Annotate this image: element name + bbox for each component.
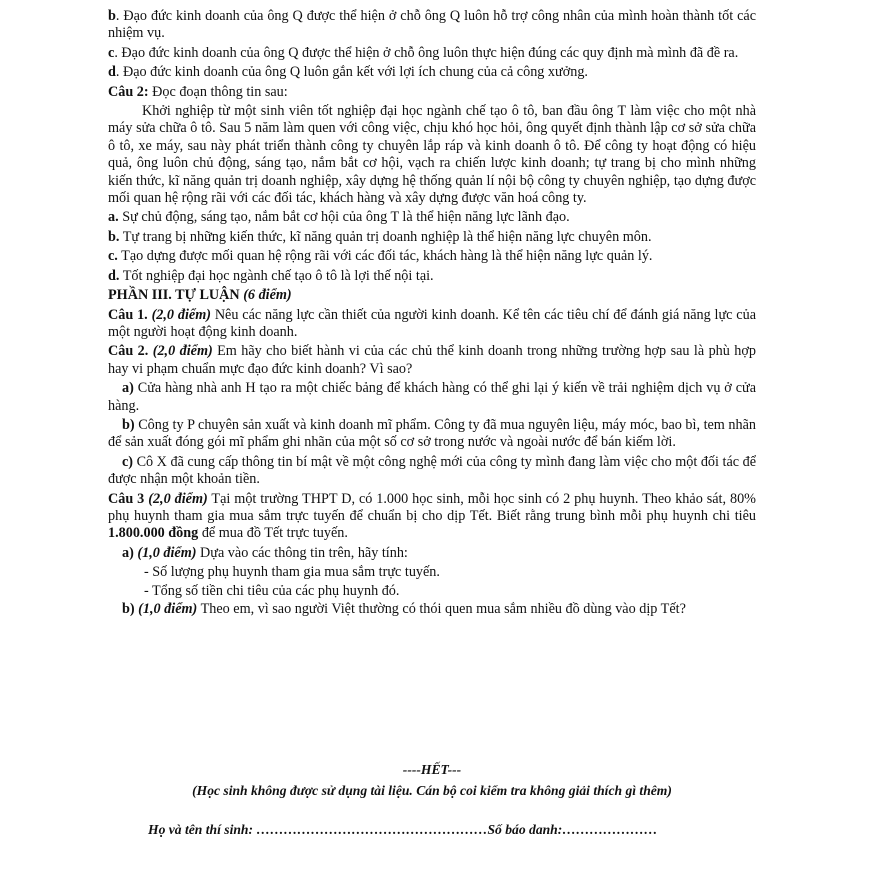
question-text: Nêu các năng lực cần thiết của người kinh doanh. Kể tên các tiêu chí để đánh giá năng lực của một người hoạt động kinh doanh. bbox=[108, 306, 756, 340]
section-points: (6 điểm) bbox=[239, 287, 292, 304]
option-label: d. bbox=[108, 267, 120, 284]
part-text: Theo em, vì sao người Việt thường có thói quen mua sắm nhiều đồ dùng vào dịp Tết? bbox=[197, 601, 686, 617]
option-label: c bbox=[108, 44, 115, 61]
case-text: Công ty P chuyên sản xuất và kinh doanh mĩ phẩm. Công ty đã mua nguyên liệu, máy móc, bao bì, tem nhãn để sản xuất đóng gói mĩ phẩm ghi nhãn của một số cơ sở trong nước và ngoài nước để bán kiếm lời. bbox=[108, 416, 756, 451]
question-text: Em hãy cho biết hành vi của các chủ thể kinh doanh trong những trường hợp sau là phù hợp hay vi phạm chuẩn mực đạo đức kinh doanh? Vì sao? bbox=[108, 343, 756, 377]
essay-q2 bbox=[108, 343, 756, 378]
essay-q3-item-2: - Tổng số tiền chi tiêu của các phụ huynh đó. bbox=[144, 582, 400, 599]
candidate-info-line: Họ và tên thí sinh: ……………………………………………Số báo danh:………………… bbox=[148, 822, 658, 837]
essay-q3-item-1: - Số lượng phụ huynh tham gia mua sắm trực tuyến. bbox=[144, 564, 440, 581]
option-text: . Đạo đức kinh doanh của ông Q luôn gắn kết với lợi ích chung của cả công xưởng. bbox=[115, 64, 588, 81]
question-points: (2,0 điểm) bbox=[147, 306, 211, 323]
part-text: Dựa vào các thông tin trên, hãy tính: bbox=[196, 544, 408, 561]
case-label: a) bbox=[122, 380, 134, 397]
q2-option-b bbox=[108, 229, 756, 246]
end-mark: ----HẾT--- bbox=[402, 762, 462, 777]
option-text: Tốt nghiệp đại học ngành chế tạo ô tô là lợi thế nội tại. bbox=[119, 267, 434, 284]
option-label: c. bbox=[108, 248, 118, 265]
essay-q1 bbox=[108, 307, 756, 342]
essay-q2-case-a bbox=[108, 380, 756, 415]
question-label: Câu 2: bbox=[108, 83, 149, 100]
q1-option-b bbox=[108, 8, 756, 43]
case-text: Cửa hàng nhà anh H tạo ra một chiếc bảng để khách hàng có thể ghi lại ý kiến về trải nghiệm dịch vụ ở cửa hàng. bbox=[108, 380, 756, 414]
option-label: b bbox=[108, 8, 116, 24]
q2-option-d bbox=[108, 268, 756, 285]
question-text-end: để mua đồ Tết trực tuyến. bbox=[198, 525, 348, 542]
question-points: (2,0 điểm) bbox=[148, 343, 213, 360]
case-text: Cô X đã cung cấp thông tin bí mật về một công nghệ mới của công ty mình đang làm việc cho một đối tác để được nhận một khoản tiền. bbox=[108, 453, 756, 488]
end-note: (Học sinh không được sử dụng tài liệu. Cán bộ coi kiểm tra không giải thích gì thêm) bbox=[192, 783, 672, 798]
question-label: Câu 3 bbox=[108, 490, 145, 507]
q1-option-d bbox=[108, 64, 756, 81]
q2-option-a bbox=[108, 209, 756, 226]
essay-q3-part-a bbox=[108, 545, 756, 562]
question-text: Tại một trường THPT D, có 1.000 học sinh, mỗi học sinh có 2 phụ huynh. Theo khảo sát, 80% phụ huynh tham gia mua sắm trực tuyến để chuẩn bị cho dịp Tết. Biết rằng trung bình mỗi phụ huynh chi tiêu bbox=[108, 490, 756, 524]
essay-q3-part-b bbox=[108, 601, 756, 618]
q1-option-c bbox=[108, 45, 756, 62]
option-label: a. bbox=[108, 209, 119, 226]
option-text: Sự chủ động, sáng tạo, nắm bắt cơ hội của ông T là thể hiện năng lực lãnh đạo. bbox=[118, 209, 570, 226]
case-label: b) bbox=[122, 416, 135, 433]
essay-q2-case-b bbox=[108, 417, 756, 452]
part-points: (1,0 điểm) bbox=[133, 544, 197, 561]
q2-heading bbox=[108, 84, 756, 101]
part-label: a) bbox=[122, 544, 134, 561]
q2-passage: Khởi nghiệp từ một sinh viên tốt nghiệp đại học ngành chế tạo ô tô, ban đầu ông T làm việc cho một nhà máy sửa chữa ô tô. Sau 5 năm làm quen với công việc, chịu khó học hỏi, ông quyết định thành lập cơ sở sửa chữa ô tô, xe máy, sau này phát triển thành công ty chuyên lắp ráp và kinh doanh ô tô. Để công ty hoạt động có hiệu quả, ông luôn chủ động, sáng tạo, nắm bắt cơ hội, vạch ra chiến lược kinh doanh; tự trang bị cho mình những kiến thức, kĩ năng quản trị doanh nghiệp, xây dựng hệ thống quản lí nội bộ công ty chuyên nghiệp, tạo dựng được mối quan hệ rộng rãi với các đối tác, khách hàng và xây dựng được văn hoá công ty. bbox=[108, 103, 756, 207]
option-label: b. bbox=[108, 228, 120, 245]
section-title: PHẦN III. TỰ LUẬN bbox=[108, 287, 240, 304]
question-label: Câu 1. bbox=[108, 306, 148, 323]
part-label: b) bbox=[122, 601, 135, 617]
part-points: (1,0 điểm) bbox=[134, 601, 198, 617]
option-label: d bbox=[108, 64, 116, 81]
option-text: Tạo dựng được mối quan hệ rộng rãi với các đối tác, khách hàng là thể hiện năng lực quản lý. bbox=[117, 248, 653, 265]
option-text: . Đạo đức kinh doanh của ông Q được thể hiện ở chỗ ông Q luôn hỗ trợ công nhân của mình hoàn thành tốt các nhiệm vụ. bbox=[108, 8, 756, 42]
exam-page bbox=[108, 8, 756, 620]
essay-q2-case-c bbox=[108, 454, 756, 489]
option-text: Tự trang bị những kiến thức, kĩ năng quản trị doanh nghiệp là thể hiện năng lực chuyên môn. bbox=[119, 228, 652, 245]
question-points: (2,0 điểm) bbox=[144, 490, 208, 507]
question-label: Câu 2. bbox=[108, 343, 149, 360]
amount-value: 1.800.000 đồng bbox=[108, 525, 199, 542]
case-label: c) bbox=[122, 453, 134, 470]
essay-q3 bbox=[108, 491, 756, 543]
part3-heading bbox=[108, 287, 756, 304]
q2-option-c bbox=[108, 248, 756, 265]
question-intro: Đọc đoạn thông tin sau: bbox=[148, 83, 288, 100]
option-text: . Đạo đức kinh doanh của ông Q được thể hiện ở chỗ ông luôn thực hiện đúng các quy định mà mình đã đề ra. bbox=[114, 44, 739, 61]
